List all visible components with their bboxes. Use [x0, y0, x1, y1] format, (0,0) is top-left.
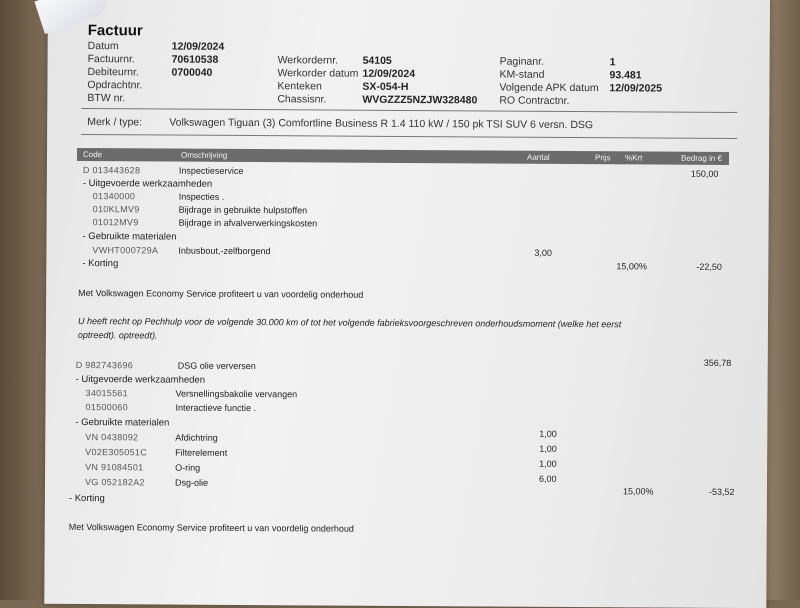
value-volgende-apk: 12/09/2025 [609, 82, 663, 95]
invoice-title: Factuur [87, 22, 143, 40]
material-description: Filterelement [175, 447, 228, 458]
work-description: Inspecties . [178, 191, 225, 202]
material-quantity: 6,00 [539, 473, 557, 484]
label-datum: Datum [87, 40, 119, 53]
value-km-stand: 93.481 [609, 69, 642, 82]
discount-amount: -53,52 [708, 486, 735, 497]
value-datum: 12/09/2024 [171, 40, 225, 53]
label-paginanr: Paginanr. [499, 55, 544, 68]
line-code: D 013443628 [82, 165, 141, 176]
work-description: Bijdrage in gebruikte hulpstoffen [178, 204, 308, 216]
column-prijs: Prijs [594, 153, 611, 163]
line-amount: 150,00 [690, 168, 719, 179]
header-divider [81, 108, 737, 113]
discount-amount: -22,50 [696, 261, 722, 272]
value-factuurnr: 70610538 [171, 53, 219, 66]
value-werkordernr: 54105 [362, 54, 392, 67]
label-opdrachtnr: Opdrachtnr. [87, 79, 143, 92]
material-code: VN 91084501 [85, 462, 144, 473]
value-merk-type: Volkswagen Tiguan (3) Comfortline Business R 1.4 110 kW / 150 pk TSI SUV 6 versn. DSG [169, 116, 594, 132]
invoice-sheet [44, 0, 770, 608]
section-heading-materialen: - Gebruikte materialen [82, 231, 177, 243]
label-chassisnr: Chassisnr. [277, 93, 327, 106]
column-code: Code [82, 150, 103, 160]
work-code: 01012MV9 [92, 217, 139, 228]
material-code: VG 052182A2 [84, 477, 145, 488]
material-quantity: 1,00 [539, 428, 557, 439]
line-description: Inspectieservice [178, 165, 244, 176]
service-note: Met Volkswagen Economy Service profiteert u van voordelig onderhoud [68, 521, 354, 534]
material-code: VWHT000729A [92, 245, 159, 256]
label-km-stand: KM-stand [499, 68, 545, 81]
pechhulp-note-line-1: U heeft recht op Pechhulp voor de volgende 30.000 km of tot het volgende fabrieksvoorgeschreven onderhoudsmoment (welke het eerst [77, 315, 622, 330]
material-quantity: 1,00 [539, 443, 557, 454]
line-description: DSG olie verversen [177, 360, 256, 372]
column-korting-pct: %Krt [624, 153, 643, 163]
section-heading-werkzaamheden: - Uitgevoerde werkzaamheden [82, 178, 213, 190]
value-chassisnr: WVGZZZ5NZJW328480 [362, 93, 478, 107]
material-quantity: 3,00 [534, 247, 552, 258]
label-ro-contractnr: RO Contractnr. [499, 94, 570, 107]
material-description: O-ring [175, 462, 201, 473]
discount-percentage: 15,00% [616, 261, 647, 272]
label-werkorder-datum: Werkorder datum [277, 67, 359, 80]
column-omschrijving: Omschrijving [180, 150, 228, 160]
work-code: 01340000 [92, 191, 136, 202]
line-amount: 356,78 [703, 357, 732, 368]
label-kenteken: Kenteken [277, 80, 322, 93]
material-description: Afdichtring [175, 432, 218, 443]
material-quantity: 1,00 [539, 458, 557, 469]
value-kenteken: SX-054-H [362, 80, 409, 93]
work-description: Interactieve functie . [175, 402, 257, 414]
section-heading-materialen: - Gebruikte materialen [75, 416, 170, 429]
label-factuurnr: Factuurnr. [87, 53, 135, 66]
discount-percentage: 15,00% [622, 486, 654, 497]
work-code: 34015561 [85, 388, 129, 399]
work-description: Bijdrage in afvalverwerkingskosten [178, 217, 318, 229]
material-description: Inbusbout,-zelfborgend [178, 245, 271, 257]
column-bedrag: Bedrag in € [680, 153, 722, 163]
label-btw-nr: BTW nr. [87, 92, 126, 105]
discount-label: - Korting [68, 492, 105, 505]
service-note: Met Volkswagen Economy Service profiteert u van voordelig onderhoud [78, 287, 364, 300]
line-code: D 982743696 [75, 359, 134, 371]
material-code: V02E305051C [85, 447, 148, 458]
label-debiteurnr: Debiteurnr. [87, 66, 139, 79]
label-merk-type: Merk / type: [87, 116, 143, 129]
label-werkordernr: Werkordernr. [277, 54, 339, 67]
discount-label: - Korting [82, 258, 119, 270]
vehicle-divider [81, 134, 737, 139]
label-volgende-apk: Volgende APK datum [499, 81, 599, 95]
material-description: Dsg-olie [174, 477, 209, 488]
pechhulp-note-line-2: optreedt). optreedt). [77, 329, 158, 341]
table-header [77, 148, 729, 165]
work-code: 010KLMV9 [92, 204, 140, 215]
work-code: 01500060 [85, 402, 128, 413]
value-debiteurnr: 0700040 [171, 66, 213, 79]
value-werkorder-datum: 12/09/2024 [362, 67, 416, 81]
value-paginanr: 1 [609, 56, 616, 69]
column-aantal: Aantal [526, 152, 550, 162]
work-description: Versnellingsbakolie vervangen [175, 388, 298, 400]
material-code: VN 0438092 [85, 432, 139, 443]
section-heading-werkzaamheden: - Uitgevoerde werkzaamheden [75, 373, 206, 386]
